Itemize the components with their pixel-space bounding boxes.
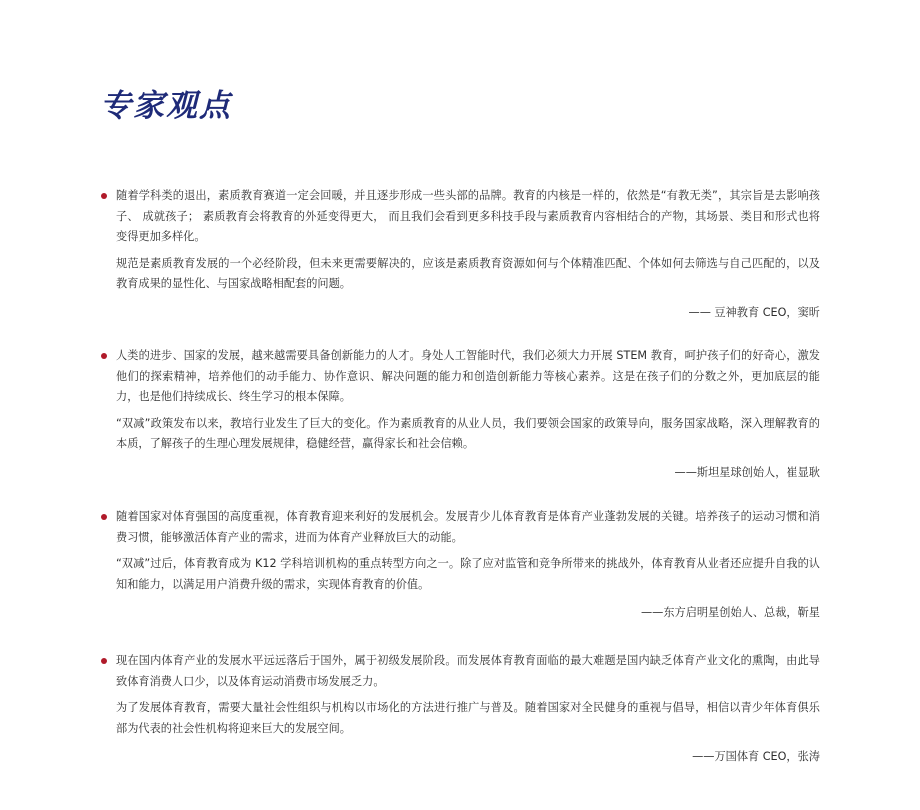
quote-text: 随着国家对体育强国的高度重视，体育教育迎来利好的发展机会。发展青少儿体育教育是体育产业蓬勃发展的关键。培养孩子的运动习惯和消费习惯，能够激活体育产业的需求，进而为体育产业释放巨大的动能。: [116, 510, 820, 544]
quote-text: 规范是素质教育发展的一个必经阶段，但未来更需要解决的，应该是素质教育资源如何与个体精准匹配、个体如何去筛选与自己匹配的，以及教育成果的显性化、与国家战略相配套的问题。: [116, 256, 820, 290]
quote-paragraph: [100, 414, 820, 455]
quote-paragraph: [100, 346, 820, 408]
expert-quote-1: [100, 186, 820, 323]
quote-attribution: —— 豆神教育 CEO，窦昕: [688, 305, 820, 319]
quote-attribution: ——斯坦星球创始人，崔显耿: [674, 465, 820, 479]
quote-text: 人类的进步、国家的发展，越来越需要具备创新能力的人才。身处人工智能时代，我们必须大力开展 STEM 教育，呵护孩子们的好奇心，激发他们的探索精神，培养他们的动手能力、协作意识、解决问题的能力和创造创新能力等核心素养。这是在孩子们的分数之外，更加底层的能力，也是他们持续成长、终生学习的根本保障。: [116, 349, 820, 403]
bullet-dot-icon: [101, 353, 107, 359]
quote-text: 现在国内体育产业的发展水平远远落后于国外，属于初级发展阶段。而发展体育教育面临的最大难题是国内缺乏体育产业文化的熏陶，由此导致体育消费人口少，以及体育运动消费市场发展乏力。: [116, 654, 820, 688]
quote-attribution: ——东方启明星创始人、总裁，靳星: [640, 606, 820, 619]
quote-text: “双减”政策发布以来，教培行业发生了巨大的变化。作为素质教育的从业人员，我们要领会国家的政策导向，服务国家战略，深入理解教育的本质，了解孩子的生理心理发展规律，稳健经营，赢得家长和社会信赖。: [116, 416, 820, 450]
quote-text: “双减”过后，体育教育成为 K12 学科培训机构的重点转型方向之一。除了应对监管和竞争所带来的挑战外，体育教育从业者还应提升自我的认知和能力，以满足用户消费升级的需求，实现体育教育的价值。: [116, 557, 820, 591]
quote-paragraph: [100, 186, 820, 248]
quote-paragraph: [100, 507, 820, 548]
bullet-dot-icon: [101, 514, 107, 520]
quote-paragraph: [100, 254, 820, 295]
quote-text: 为了发展体育教育，需要大量社会性组织与机构以市场化的方法进行推广与普及。随着国家对全民健身的重视与倡导，相信以青少年体育俱乐部为代表的社会性机构将迎来巨大的发展空间。: [116, 701, 820, 735]
quote-paragraph: [100, 651, 820, 692]
expert-quote-2: [100, 346, 820, 483]
page-title: 专家观点: [100, 88, 232, 124]
bullet-dot-icon: [101, 193, 107, 199]
bullet-dot-icon: [101, 658, 107, 664]
quote-text: 随着学科类的退出，素质教育赛道一定会回暖，并且逐步形成一些头部的品牌。教育的内核是一样的，依然是“有教无类”，其宗旨是去影响孩子、 成就孩子； 素质教育会将教育的外延变得更大， 而且我们会看到更多科技手段与素质教育内容相结合的产物，其场景、类目和形式也将变得更加多样化。: [116, 189, 820, 243]
expert-quote-3: [100, 507, 820, 623]
quote-attribution: ——万国体育 CEO，张涛: [692, 750, 820, 763]
quote-paragraph: [100, 554, 820, 595]
quote-paragraph: [100, 698, 820, 739]
expert-quote-4: [100, 651, 820, 767]
